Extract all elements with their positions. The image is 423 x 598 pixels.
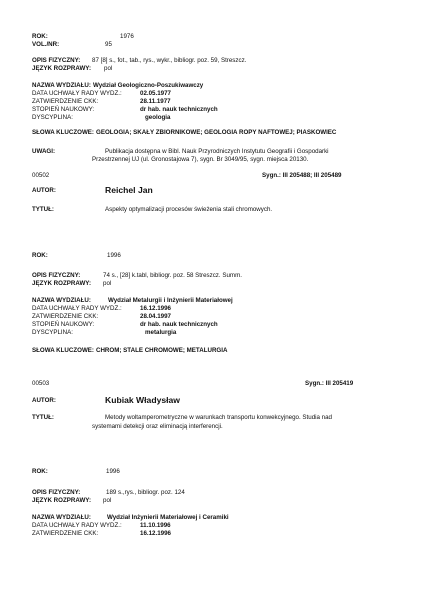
autor-label: AUTOR: [32,397,56,404]
wydzial-value: Wydział Geologiczno-Poszukiwawczy [93,82,204,89]
data-uchwaly-value: 16.12.1996 [140,305,171,312]
jezyk-label: JĘZYK ROZPRAWY: [32,497,92,504]
record-number: 00503 [32,380,50,387]
zatwierdzenie-label: ZATWIERDZENIE CKK: [32,98,99,105]
wydzial-label: NAZWA WYDZIAŁU: [32,297,91,304]
data-uchwaly-value: 02.05.1977 [140,90,171,97]
vol-value: 95 [105,41,112,48]
zatwierdzenie-value: 28.04.1997 [140,313,171,320]
zatwierdzenie-value: 16.12.1996 [140,530,171,537]
slowa-label: SŁOWA KLUCZOWE: [32,347,94,354]
rok-label: ROK: [32,468,48,475]
opis-label: OPIS FIZYCZNY: [32,272,81,279]
dyscyplina-value: metalurgia [145,329,177,336]
opis-value: 87 [8] s., fot., tab., rys., wykr., bibliogr. poz. 59, Streszcz. [92,57,247,64]
jezyk-value: pol [103,280,112,287]
wydzial-value: Wydział Inżynierii Materiałowej i Ceramiki [107,514,229,521]
rok-value: 1996 [106,468,120,475]
stopien-value: dr hab. nauk technicznych [140,106,218,113]
opis-label: OPIS FIZYCZNY: [32,489,81,496]
autor-value: Reichel Jan [105,185,153,195]
tytul-line-2: systemami detekcji oraz eliminacją interferencji. [92,423,223,430]
uwagi-line-2: Przestrzennej UJ (ul. Gronostajowa 7), sygn. Br 3049/95, sygn. miejsca 20130. [92,156,309,163]
slowa-label: SŁOWA KLUCZOWE: [32,129,94,136]
opis-label: OPIS FIZYCZNY: [32,57,81,64]
opis-value: 189 s.,rys., bibliogr. poz. 124 [106,489,185,496]
dyscyplina-label: DYSCYPLINA: [32,329,73,336]
rok-label: ROK: [32,252,48,259]
record-number: 00502 [32,172,50,179]
dyscyplina-value: geologia [145,114,171,121]
stopien-label: STOPIEŃ NAUKOWY: [32,106,95,113]
data-uchwaly-label: DATA UCHWAŁY RADY WYDZ.: [32,305,122,312]
sygnatura: Sygn.: III 205488; III 205489 [262,172,342,179]
data-uchwaly-label: DATA UCHWAŁY RADY WYDZ.: [32,522,122,529]
zatwierdzenie-value: 28.11.1977 [140,98,171,105]
tytul-value: Aspekty optymalizacji procesów świeżenia stali chromowych. [105,206,273,213]
data-uchwaly-label: DATA UCHWAŁY RADY WYDZ.: [32,90,122,97]
uwagi-line-1: Publikacja dostępna w Bibl. Nauk Przyrodniczych Instytutu Geografii i Gospodarki [105,148,329,155]
dyscyplina-label: DYSCYPLINA: [32,114,73,121]
autor-value: Kubiak Władysław [105,395,180,405]
jezyk-label: JĘZYK ROZPRAWY: [32,280,92,287]
wydzial-label: NAZWA WYDZIAŁU: [32,514,91,521]
slowa-value: CHROM; STALE CHROMOWE; METALURGIA [96,347,228,354]
zatwierdzenie-label: ZATWIERDZENIE CKK: [32,530,99,537]
rok-value: 1976 [120,33,134,40]
stopien-value: dr hab. nauk technicznych [140,321,218,328]
sygnatura: Sygn.: III 205419 [305,380,354,387]
wydzial-value: Wydział Metalurgii i Inżynierii Materiałowej [108,297,233,304]
tytul-label: TYTUŁ: [32,206,54,213]
slowa-value: GEOLOGIA; SKAŁY ZBIORNIKOWE; GEOLOGIA ROPY NAFTOWEJ; PIASKOWIEC [96,129,337,136]
autor-label: AUTOR: [32,187,56,194]
jezyk-value: pol [103,497,112,504]
zatwierdzenie-label: ZATWIERDZENIE CKK: [32,313,99,320]
data-uchwaly-value: 11.10.1996 [140,522,171,529]
tytul-line-1: Metody woltamperometryczne w warunkach transportu konwekcyjnego. Studia nad [105,414,332,421]
uwagi-label: UWAGI: [32,148,56,155]
stopien-label: STOPIEŃ NAUKOWY: [32,321,95,328]
opis-value: 74 s., [28] k.tabl, bibliogr. poz. 58 Streszcz. Summ. [103,272,242,279]
vol-label: VOL./NR: [32,41,60,48]
wydzial-label: NAZWA WYDZIAŁU: [32,82,91,89]
tytul-label: TYTUŁ: [32,414,54,421]
rok-value: 1996 [107,252,121,259]
jezyk-value: pol [104,65,113,72]
jezyk-label: JĘZYK ROZPRAWY: [32,65,92,72]
rok-label: ROK: [32,33,48,40]
